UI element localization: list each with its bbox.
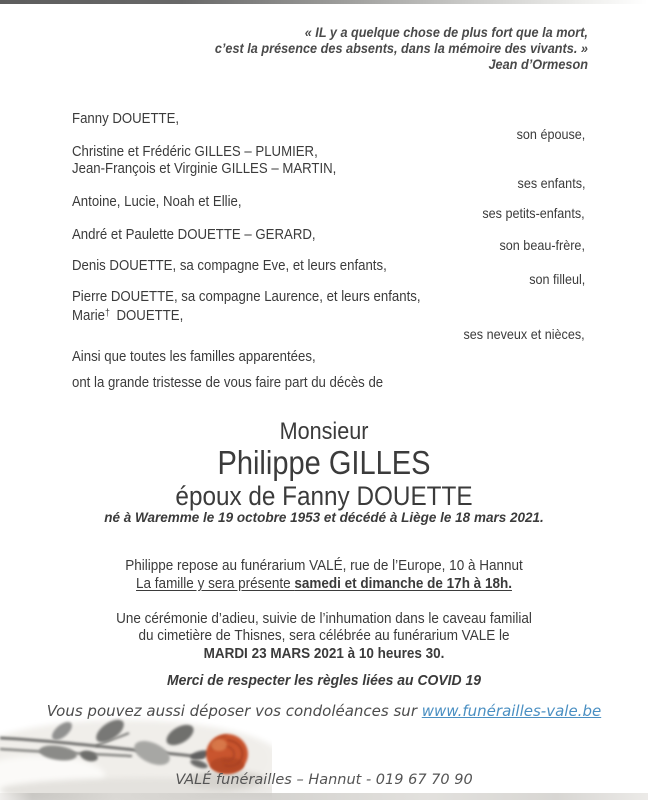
related-families-line: Ainsi que toutes les familles apparentées, — [72, 348, 316, 365]
relation-brother-in-law: son beau-frère, — [499, 237, 585, 253]
funeral-home-footer: VALÉ funérailles – Hannut - 019 67 70 90 — [175, 772, 473, 788]
ceremony-date-time: MARDI 23 MARS 2021 à 10 heures 30. — [203, 645, 445, 662]
relation-spouse: son épouse, — [516, 126, 585, 142]
family-children-line-1: Christine et Frédéric GILLES – PLUMIER, — [72, 143, 318, 160]
visitation-hours: samedi et dimanche de 17h à 18h. — [294, 575, 512, 592]
family-children-names — [72, 143, 336, 177]
deceased-name: Philippe GILLES — [217, 444, 431, 481]
ceremony-line-2: du cimetière de Thisnes, sera célébrée au funérarium VALE le — [138, 627, 510, 644]
quote-block — [215, 25, 588, 73]
family-nephews-line-1: Pierre DOUETTE, sa compagne Laurence, et leurs enfants, — [72, 288, 421, 305]
quote-line-2: c’est la présence des absents, dans la mémoire des vivants. » — [214, 41, 588, 56]
ceremony-line-1: Une cérémonie d’adieu, suivie de l’inhumation dans le caveau familial — [116, 610, 532, 627]
deceased-dagger-symbol: † — [105, 308, 110, 319]
quote-author: Jean d’Ormeson — [488, 57, 588, 72]
visitation-line-2: La famille y sera présente samedi et dimanche de 17h à 18h. — [136, 575, 512, 592]
visitation-line-1: Philippe repose au funérarium VALÉ, rue de l’Europe, 10 à Hannut — [125, 557, 523, 574]
family-nephews-names — [72, 288, 421, 324]
family-godson-names: Denis DOUETTE, sa compagne Eve, et leurs enfants, — [72, 257, 387, 274]
family-brother-in-law-names: André et Paulette DOUETTE – GERARD, — [72, 226, 316, 243]
deceased-life-dates: né à Waremme le 19 octobre 1953 et décédé à Liège le 18 mars 2021. — [104, 510, 544, 525]
family-nephews-line-2: Marie† DOUETTE, — [72, 307, 184, 324]
scan-artifact-bottom — [0, 793, 648, 800]
deceased-spouse-line: époux de Fanny DOUETTE — [175, 481, 473, 511]
covid-notice: Merci de respecter les règles liées au COVID 19 — [166, 672, 482, 689]
deceased-title: Monsieur — [279, 418, 369, 445]
relation-grandchildren: ses petits-enfants, — [482, 205, 585, 221]
relation-children: ses enfants, — [517, 175, 585, 191]
announcement-line: ont la grande tristesse de vous faire part du décès de — [72, 374, 384, 391]
quote-line-1: « IL y a quelque chose de plus fort que la mort, — [304, 25, 588, 40]
condolences-website-link[interactable]: www.funérailles-vale.be — [421, 702, 602, 720]
family-children-line-2: Jean-François et Virginie GILLES – MARTIN, — [72, 160, 337, 177]
family-grandchildren-names: Antoine, Lucie, Noah et Ellie, — [72, 193, 242, 210]
condolences-line: Vous pouvez aussi déposer vos condoléances sur www.funérailles-vale.be — [46, 702, 602, 720]
scan-artifact-top — [0, 0, 648, 4]
relation-nephews: ses neveux et nièces, — [463, 326, 585, 342]
relation-godson: son filleul, — [528, 271, 585, 287]
family-spouse-name: Fanny DOUETTE, — [72, 110, 180, 127]
